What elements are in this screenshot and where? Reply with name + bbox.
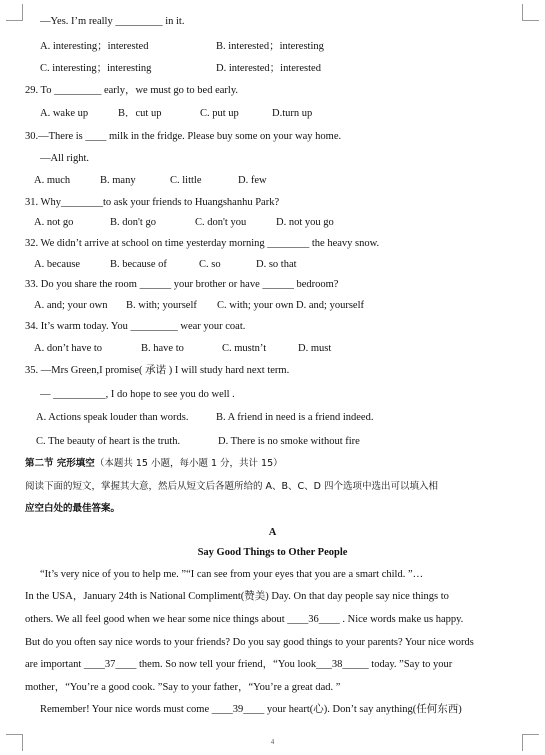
q32-option-b: B. because of <box>110 259 167 270</box>
q30-stem: 30.—There is ____ milk in the fridge. Please buy some on your way home. <box>25 131 342 142</box>
q34-option-c: C. mustn’t <box>222 343 267 354</box>
section-scoring: （本题共 15 小题，每小题 1 分，共计 15） <box>94 458 283 469</box>
passage-label: A <box>268 527 277 538</box>
q32-stem: 32. We didn’t arrive at school on time yesterday morning ________ the heavy snow. <box>25 238 380 249</box>
q29-stem: 29. To _________ early，we must go to bed early. <box>25 85 239 96</box>
q33-stem: 33. Do you share the room ______ your brother or have ______ bedroom? <box>25 279 339 290</box>
q28-option-c: C. interesting；interesting <box>40 63 152 74</box>
q33-option-a: A. and; your own <box>34 300 108 311</box>
q30-option-a: A. much <box>34 175 71 186</box>
q35-option-d: D. There is no smoke without fire <box>218 436 360 447</box>
q34-option-b: B. have to <box>141 343 184 354</box>
q28-option-d: D. interested；interested <box>216 63 321 74</box>
crop-mark-top-right <box>522 4 539 21</box>
q29-option-d: D.turn up <box>272 108 313 119</box>
passage-line-7: Remember! Your nice words must come ____39____ your heart(心). Don’t say anything(任何东西) <box>40 704 462 715</box>
q34-stem: 34. It’s warm today. You _________ wear your coat. <box>25 321 246 332</box>
passage-title: Say Good Things to Other People <box>197 547 348 558</box>
passage-line-1: “It’s very nice of you to help me. ”“I can see from your eyes that you are a smart child. ”… <box>40 569 424 580</box>
q34-option-d: D. must <box>298 343 332 354</box>
q32-option-d: D. so that <box>256 259 297 270</box>
instructions-line-1: 阅读下面的短文，掌握其大意，然后从短文后各题所给的 A、B、C、D 四个选项中选出可以填入相 <box>25 481 439 492</box>
section-heading <box>25 457 283 470</box>
q33-option-b: B. with; yourself <box>126 300 197 311</box>
q31-option-d: D. not you go <box>276 217 334 228</box>
page-number: 4 <box>270 738 275 746</box>
q35-option-c: C. The beauty of heart is the truth. <box>36 436 181 447</box>
q29-option-a: A. wake up <box>40 108 89 119</box>
q35-option-b: B. A friend in need is a friend indeed. <box>216 412 374 423</box>
q31-option-c: C. don't you <box>195 217 247 228</box>
q31-option-a: A. not go <box>34 217 74 228</box>
q34-option-a: A. don’t have to <box>34 343 103 354</box>
q30-option-c: C. little <box>170 175 202 186</box>
q33-option-cd: C. with; your own D. and; yourself <box>217 300 364 311</box>
q31-stem: 31. Why________to ask your friends to Huangshanhu Park? <box>25 197 280 208</box>
passage-line-2: In the USA，January 24th is National Compliment(赞美) Day. On that day people say nice things to <box>25 591 449 602</box>
instructions-line-2: 应空白处的最佳答案。 <box>25 503 121 514</box>
crop-mark-top-left <box>6 4 23 21</box>
passage-line-4: But do you often say nice words to your friends? Do you say good things to your parents? Your nice words <box>25 637 474 648</box>
q30-response: —All right. <box>40 153 89 164</box>
q29-option-c: C. put up <box>200 108 239 119</box>
q28-option-b: B. interested；interesting <box>216 41 324 52</box>
passage-line-3: others. We all feel good when we hear some nice things about ____36____ . Nice words make us happy. <box>25 614 464 625</box>
q32-option-c: C. so <box>199 259 221 270</box>
passage-line-6: mother，“You’re a good cook. ”Say to your father，“You’re a great dad. ” <box>25 682 341 693</box>
q35-response: — __________, I do hope to see you do well . <box>40 389 235 400</box>
section-title: 第二节 完形填空 <box>25 458 95 469</box>
q29-option-b: B．cut up <box>118 108 162 119</box>
q30-option-d: D. few <box>238 175 267 186</box>
q28-answer-line: —Yes. I’m really _________ in it. <box>40 16 185 27</box>
q28-option-a: A. interesting；interested <box>40 41 149 52</box>
q35-option-a: A. Actions speak louder than words. <box>36 412 189 423</box>
q35-stem: 35. —Mrs Green,I promise( 承诺 ) I will study hard next term. <box>25 365 290 376</box>
q30-option-b: B. many <box>100 175 136 186</box>
passage-line-5: are important ____37____ them. So now tell your friend，“You look___38_____ today. ”Say to your <box>25 659 453 670</box>
q31-option-b: B. don't go <box>110 217 156 228</box>
q32-option-a: A. because <box>34 259 81 270</box>
